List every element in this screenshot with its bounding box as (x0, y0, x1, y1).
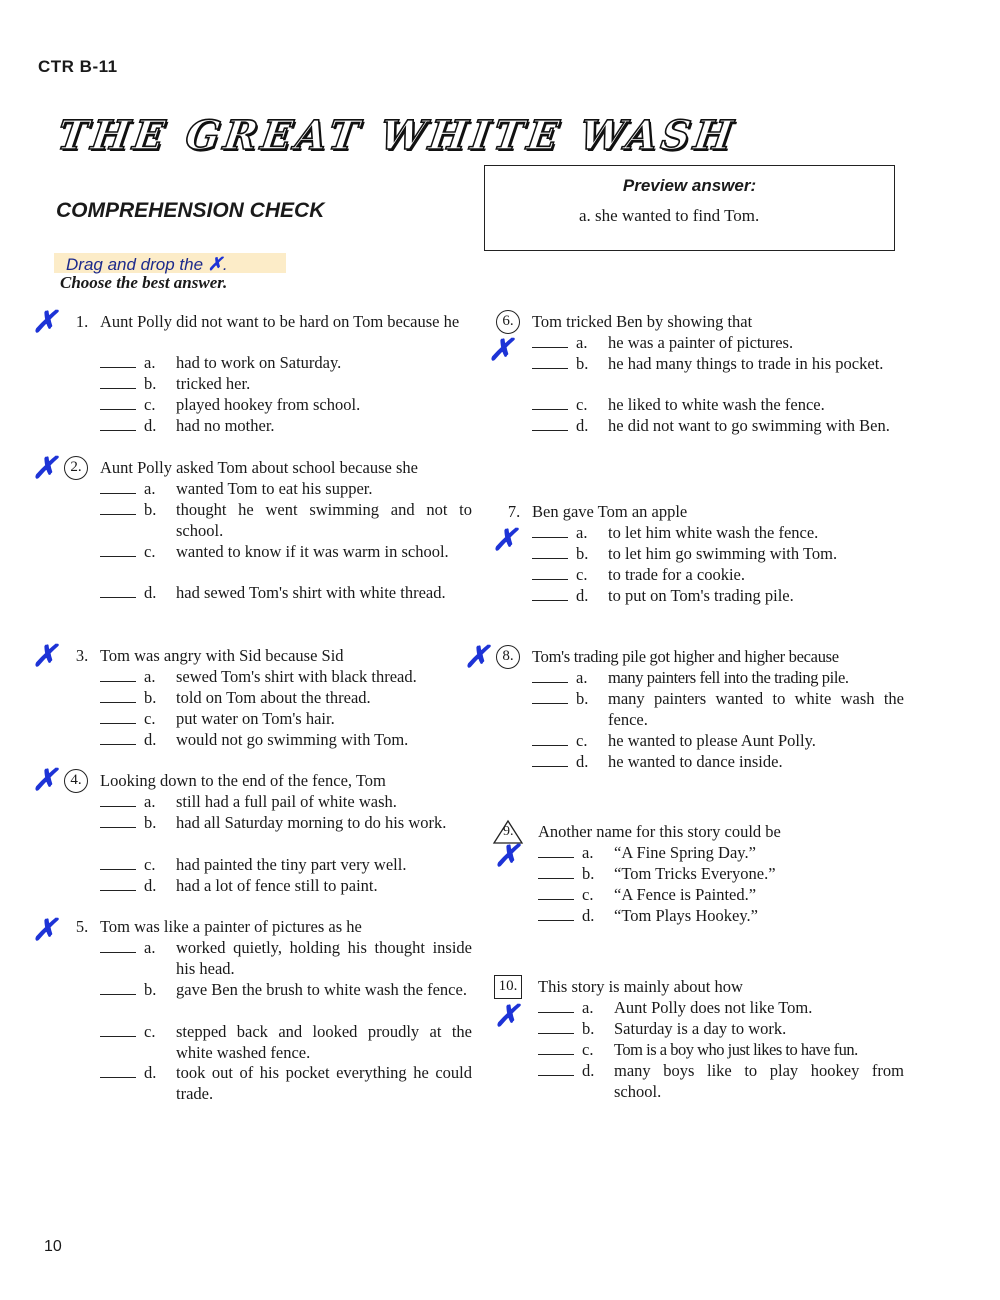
option-text: told on Tom about the thread. (176, 688, 371, 707)
answer-blank[interactable] (532, 409, 568, 410)
drag-instruction-text: Drag and drop the (66, 255, 204, 274)
answer-blank[interactable] (100, 514, 136, 515)
x-mark-icon-q1[interactable]: ✗ (32, 306, 58, 339)
x-mark-icon-q6[interactable]: ✗ (488, 334, 514, 367)
option-text: wanted to know if it was warm in school. (176, 542, 449, 561)
answer-blank[interactable] (532, 766, 568, 767)
option-text: had no mother. (176, 416, 275, 435)
option-letter: c. (144, 542, 156, 561)
question-stem: Tom's trading pile got higher and higher because (532, 647, 839, 666)
question-number: 7. (507, 502, 521, 521)
option-text: gave Ben the brush to white wash the fence. (176, 980, 467, 999)
option-letter: b. (144, 374, 157, 393)
answer-blank[interactable] (100, 681, 136, 682)
option-letter: d. (144, 1063, 157, 1082)
question-stem: Tom tricked Ben by showing that (532, 312, 753, 331)
drag-instruction-end: . (222, 255, 228, 274)
worksheet-code: CTR B-11 (38, 57, 118, 76)
option-text: to put on Tom's trading pile. (608, 586, 794, 605)
answer-blank[interactable] (100, 869, 136, 870)
option-letter: d. (582, 1061, 595, 1080)
answer-blank[interactable] (532, 537, 568, 538)
option-text: he wanted to dance inside. (608, 752, 783, 771)
answer-blank[interactable] (100, 597, 136, 598)
question-number: 1. (75, 312, 89, 331)
option-letter: a. (144, 938, 156, 957)
question-stem: Another name for this story could be (538, 822, 781, 841)
option-text: many painters wanted to white wash the fence. (608, 689, 904, 729)
mark-x-icon[interactable]: ✗ (207, 254, 223, 274)
option-letter: d. (144, 416, 157, 435)
option-letter: a. (144, 667, 156, 686)
option-text: had to work on Saturday. (176, 353, 342, 372)
option-text: still had a full pail of white wash. (176, 792, 397, 811)
answer-blank[interactable] (532, 682, 568, 683)
option-text: “A Fence is Painted.” (614, 885, 757, 904)
option-letter: d. (582, 906, 595, 925)
option-letter: b. (144, 813, 157, 832)
answer-blank[interactable] (100, 1036, 136, 1037)
question-number: 9. (503, 824, 514, 839)
answer-blank[interactable] (100, 1077, 136, 1078)
option-letter: b. (582, 1019, 595, 1038)
option-letter: d. (144, 730, 157, 749)
answer-blank[interactable] (100, 388, 136, 389)
question-number: 2. (64, 456, 88, 480)
option-letter: b. (144, 500, 157, 519)
option-letter: a. (144, 479, 156, 498)
answer-blank[interactable] (538, 857, 574, 858)
option-text: to trade for a cookie. (608, 565, 745, 584)
answer-blank[interactable] (100, 890, 136, 891)
option-text: he was a painter of pictures. (608, 333, 794, 352)
option-text: he did not want to go swimming with Ben. (608, 416, 890, 435)
option-letter: d. (576, 416, 589, 435)
option-text: Aunt Polly does not like Tom. (614, 998, 813, 1017)
option-letter: c. (576, 395, 588, 414)
option-letter: b. (144, 688, 157, 707)
answer-blank[interactable] (100, 409, 136, 410)
option-letter: c. (144, 1022, 156, 1041)
question-stem: This story is mainly about how (538, 977, 743, 996)
option-letter: b. (576, 544, 589, 563)
question-number: 8. (496, 645, 520, 669)
option-text: sewed Tom's shirt with black thread. (176, 667, 417, 686)
option-letter: d. (144, 876, 157, 895)
answer-blank[interactable] (100, 827, 136, 828)
answer-blank[interactable] (100, 952, 136, 953)
answer-blank[interactable] (100, 994, 136, 995)
answer-blank[interactable] (538, 1075, 574, 1076)
answer-blank[interactable] (100, 367, 136, 368)
answer-blank[interactable] (538, 899, 574, 900)
answer-blank[interactable] (538, 878, 574, 879)
answer-blank[interactable] (100, 556, 136, 557)
answer-blank[interactable] (532, 347, 568, 348)
option-text: Saturday is a day to work. (614, 1019, 787, 1038)
option-text: had sewed Tom's shirt with white thread. (176, 583, 446, 602)
question-stem: Tom was angry with Sid because Sid (100, 646, 344, 665)
option-letter: b. (144, 980, 157, 999)
option-letter: d. (144, 583, 157, 602)
question-stem: Looking down to the end of the fence, Tom (100, 771, 386, 790)
story-title: THE GREAT WHITE WASH (54, 112, 740, 159)
question-number: 6. (496, 310, 520, 334)
option-text: had a lot of fence still to paint. (176, 876, 378, 895)
option-text: wanted Tom to eat his supper. (176, 479, 373, 498)
x-mark-icon-q10[interactable]: ✗ (494, 1000, 520, 1033)
option-text: “Tom Tricks Everyone.” (614, 864, 776, 883)
answer-blank[interactable] (538, 1033, 574, 1034)
option-letter: c. (576, 731, 588, 750)
answer-blank[interactable] (100, 723, 136, 724)
x-mark-icon-q2[interactable]: ✗ (32, 452, 58, 485)
option-text: Tom is a boy who just likes to have fun. (614, 1040, 858, 1059)
option-letter: a. (576, 668, 588, 687)
option-text: tricked her. (176, 374, 251, 393)
answer-blank[interactable] (538, 1012, 574, 1013)
question-number: 4. (64, 769, 88, 793)
option-letter: b. (576, 689, 589, 708)
answer-blank[interactable] (532, 703, 568, 704)
option-text: he liked to white wash the fence. (608, 395, 825, 414)
option-letter: a. (576, 523, 588, 542)
option-text: played hookey from school. (176, 395, 361, 414)
option-letter: a. (144, 792, 156, 811)
answer-blank[interactable] (532, 558, 568, 559)
answer-blank[interactable] (100, 702, 136, 703)
answer-blank[interactable] (538, 1054, 574, 1055)
answer-blank[interactable] (100, 430, 136, 431)
answer-blank[interactable] (532, 600, 568, 601)
option-text: many painters fell into the trading pile. (608, 668, 849, 687)
option-text: had all Saturday morning to do his work. (176, 813, 447, 832)
option-text: took out of his pocket everything he could trade. (176, 1063, 472, 1103)
option-text: many boys like to play hookey from school. (614, 1061, 904, 1101)
answer-blank[interactable] (100, 806, 136, 807)
x-mark-icon-q7[interactable]: ✗ (492, 524, 518, 557)
question-stem: Ben gave Tom an apple (532, 502, 688, 521)
question-stem: Aunt Polly did not want to be hard on Tom because he (100, 312, 460, 331)
option-text: worked quietly, holding his thought inside his head. (176, 938, 472, 978)
x-mark-icon-q5[interactable]: ✗ (32, 914, 58, 947)
option-text: would not go swimming with Tom. (176, 730, 409, 749)
answer-blank[interactable] (532, 368, 568, 369)
answer-blank[interactable] (532, 745, 568, 746)
answer-blank[interactable] (100, 744, 136, 745)
x-mark-icon-q4[interactable]: ✗ (32, 764, 58, 797)
option-letter: c. (144, 395, 156, 414)
preview-answer-text: a. she wanted to find Tom. (579, 206, 760, 225)
option-letter: c. (582, 885, 594, 904)
option-text: he had many things to trade in his pocket. (608, 354, 884, 373)
option-letter: a. (582, 843, 594, 862)
x-mark-icon-q3[interactable]: ✗ (32, 640, 58, 673)
option-text: “Tom Plays Hookey.” (614, 906, 758, 925)
option-letter: c. (576, 565, 588, 584)
option-letter: c. (144, 709, 156, 728)
option-text: to let him go swimming with Tom. (608, 544, 838, 563)
question-stem: Aunt Polly asked Tom about school because she (100, 458, 418, 477)
option-letter: c. (582, 1040, 594, 1059)
option-text: he wanted to please Aunt Polly. (608, 731, 816, 750)
preview-heading: Preview answer: (622, 176, 757, 195)
question-stem: Tom was like a painter of pictures as he (100, 917, 362, 936)
x-mark-icon-q9[interactable]: ✗ (494, 840, 520, 873)
option-letter: a. (576, 333, 588, 352)
option-text: stepped back and looked proudly at the white washed fence. (176, 1022, 472, 1062)
answer-blank[interactable] (538, 920, 574, 921)
option-text: thought he went swimming and not to school. (176, 500, 472, 540)
question-number: 3. (75, 646, 89, 665)
option-letter: d. (576, 752, 589, 771)
option-letter: a. (582, 998, 594, 1017)
page-number: 10 (44, 1238, 62, 1255)
option-text: “A Fine Spring Day.” (614, 843, 756, 862)
option-letter: a. (144, 353, 156, 372)
section-title: COMPREHENSION CHECK (56, 199, 325, 222)
option-text: to let him white wash the fence. (608, 523, 819, 542)
option-letter: d. (576, 586, 589, 605)
option-letter: b. (576, 354, 589, 373)
answer-blank[interactable] (100, 493, 136, 494)
question-number: 10. (494, 975, 522, 999)
choose-instruction: Choose the best answer. (60, 273, 228, 292)
option-letter: b. (582, 864, 595, 883)
option-text: had painted the tiny part very well. (176, 855, 407, 874)
drag-instruction (54, 253, 286, 273)
option-text: put water on Tom's hair. (176, 709, 335, 728)
answer-blank[interactable] (532, 430, 568, 431)
answer-blank[interactable] (532, 579, 568, 580)
question-number: 5. (75, 917, 89, 936)
option-letter: c. (144, 855, 156, 874)
preview-answer-box (484, 165, 895, 251)
x-mark-icon-q8[interactable]: ✗ (464, 641, 490, 674)
